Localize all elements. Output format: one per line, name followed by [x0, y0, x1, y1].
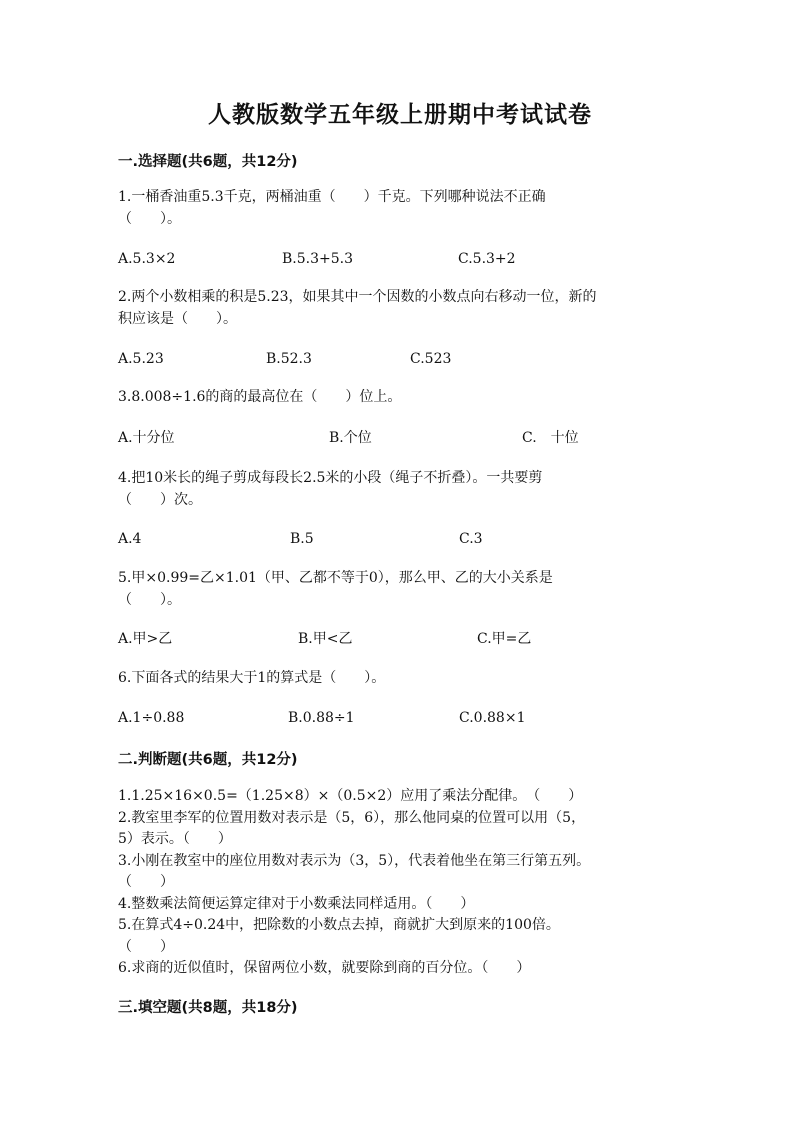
question-1-options — [118, 248, 678, 270]
option-a: A.5.23 — [118, 351, 164, 367]
option-c: C.523 — [410, 351, 452, 367]
question-2-options — [118, 348, 678, 370]
judge-line: （ ） — [118, 874, 174, 890]
question-5-line1: 5.甲×0.99=乙×1.01（甲、乙都不等于0），那么甲、乙的大小关系是 — [118, 570, 553, 586]
question-1-line2: （ ）。 — [118, 211, 181, 227]
option-c: C.5.3+2 — [458, 251, 516, 267]
question-2-line1: 2.两个小数相乘的积是5.23，如果其中一个因数的小数点向右移动一位，新的 — [118, 289, 597, 305]
question-5 — [118, 567, 678, 611]
option-c: C.3 — [459, 531, 483, 547]
section-heading-judge: 二.判断题(共6题，共12分) — [118, 752, 298, 768]
option-b: B.5.3+5.3 — [282, 251, 353, 267]
option-b: B.5 — [290, 531, 314, 547]
judge-line: 2.教室里李军的位置用数对表示是（5，6），那么他同桌的位置可以用（5， — [118, 809, 586, 826]
question-4 — [118, 467, 678, 511]
question-1-line1: 1.一桶香油重5.3千克，两桶油重（ ）千克。下列哪种说法不正确 — [118, 189, 546, 205]
question-3-options — [118, 427, 678, 449]
judge-list — [118, 786, 678, 980]
judge-line: 1.1.25×16×0.5=（1.25×8）×（0.5×2）应用了乘法分配律。 （ ） — [118, 788, 583, 804]
option-b: B.甲<乙 — [298, 631, 353, 647]
judge-line: 6.求商的近似值时，保留两位小数，就要除到商的百分位。（ ） — [118, 960, 531, 976]
judge-line: 4.整数乘法简便运算定律对于小数乘法同样适用。（ ） — [118, 895, 475, 912]
question-3 — [118, 386, 678, 408]
question-5-line2: （ ）。 — [118, 592, 181, 608]
option-b: B.52.3 — [266, 351, 312, 367]
question-2-line2: 积应该是（ ）。 — [118, 311, 237, 327]
section-heading-fill: 三.填空题(共8题，共18分) — [118, 1000, 298, 1016]
question-4-options — [118, 528, 678, 550]
option-a: A.甲>乙 — [118, 631, 173, 647]
question-5-options — [118, 628, 678, 650]
option-c: C.0.88×1 — [459, 710, 526, 726]
question-4-line2: （ ）次。 — [118, 492, 202, 508]
option-a: A.5.3×2 — [118, 251, 176, 267]
judge-line: 5）表示。（ ） — [118, 831, 232, 847]
option-c: C.甲=乙 — [477, 631, 532, 647]
question-6-options — [118, 707, 678, 729]
option-a: A.4 — [118, 531, 142, 547]
judge-line: 5.在算式4÷0.24中，把除数的小数点去掉，商就扩大到原来的100倍。 — [118, 917, 560, 933]
option-b: B.个位 — [329, 430, 372, 446]
question-6-line1: 6.下面各式的结果大于1的算式是（ ）。 — [118, 670, 386, 686]
option-b: B.0.88÷1 — [288, 710, 355, 726]
option-c: C. 十位 — [522, 430, 579, 446]
judge-line: （ ） — [118, 938, 174, 955]
page-title: 人教版数学五年级上册期中考试试卷 — [208, 102, 592, 128]
question-3-line1: 3.8.008÷1.6的商的最高位在（ ）位上。 — [118, 389, 402, 405]
section-heading-choice: 一.选择题(共6题，共12分) — [118, 154, 298, 170]
question-6 — [118, 667, 678, 689]
option-a: A.1÷0.88 — [118, 710, 185, 726]
question-2 — [118, 286, 678, 330]
judge-line: 3.小刚在教室中的座位用数对表示为（3，5），代表着他坐在第三行第五列。 — [118, 852, 591, 869]
option-a: A.十分位 — [118, 430, 175, 446]
question-1 — [118, 186, 678, 230]
question-4-line1: 4.把10米长的绳子剪成每段长2.5米的小段（绳子不折叠）。一共要剪 — [118, 470, 543, 486]
